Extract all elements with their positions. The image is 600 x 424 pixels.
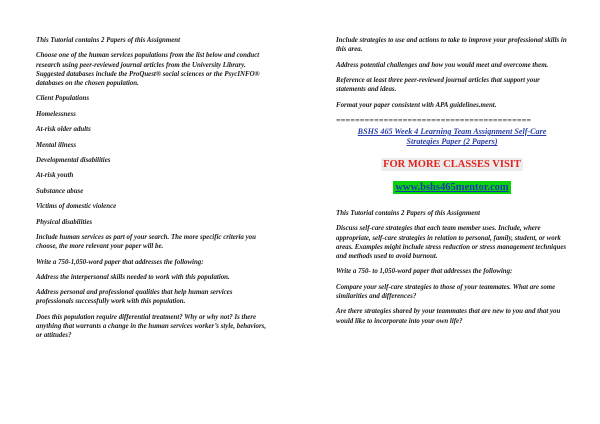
requirement-item: Include strategies to use and actions to take to improve your professional skills in this area. [336, 37, 567, 54]
requirement-item: Are there strategies shared by your teammates that are new to you and that you would like to incorporate into your own life? [336, 308, 561, 325]
tutorial-note: This Tutorial contains 2 Papers of this Assignment [36, 37, 181, 44]
requirement-item: Compare your self-care strategies to those of your teammates. What are some similarities and differences? [336, 283, 556, 300]
population-item: Physical disabilities [36, 218, 93, 226]
requirement-item: Does this population require differential treatment? Why or why not? Is there anything that warrants a change in the human services worker’s style, behaviors, or attitudes? [36, 313, 267, 340]
requirement-item: Reference at least three peer-reviewed journal articles that support your statements and ideas. [336, 76, 540, 94]
population-item: Mental illness [36, 141, 77, 149]
more-classes-text: FOR MORE CLASSES VISIT [383, 158, 521, 170]
right-column [336, 36, 568, 332]
assignment-instructions: Choose one of the human services populations from the list below and conduct research using peer-reviewed journal articles from the University Library. Suggested databases include the ProQuest® social sciences or the PsycINFO® databases on the chosen population. [36, 52, 260, 87]
population-item: At-risk youth [36, 172, 74, 180]
more-classes-banner [336, 154, 568, 172]
population-item: Developmental disabilities [36, 156, 111, 164]
population-item: Substance abuse [36, 187, 84, 195]
assignment-title-link[interactable]: BSHS 465 Week 4 Learning Team Assignment Self-Care Strategies Paper (2 Papers) [357, 126, 547, 147]
paper-length-instruction: Write a 750-1,050-word paper that addresses the following: [36, 258, 204, 266]
requirement-item: Address the interpersonal skills needed to work with this population. [36, 273, 230, 281]
client-populations-heading: Client Populations [36, 95, 90, 103]
tutorial-note: This Tutorial contains 2 Papers of this Assignment [336, 209, 481, 217]
left-column [36, 36, 268, 347]
requirement-item: Address potential challenges and how you would meet and overcome them. [336, 61, 549, 69]
population-item: Homelessness [36, 110, 76, 118]
population-item: At-risk older adults [36, 126, 91, 134]
website-link[interactable]: www.bshs465mentor.com [395, 181, 509, 193]
population-item: Victims of domestic violence [36, 203, 117, 211]
search-guidance: Include human services as part of your search. The more specific criteria you choose, the more relevant your paper will be. [36, 233, 256, 251]
paper-length-instruction: Write a 750- to 1,050-word paper that addresses the following: [336, 268, 513, 276]
separator-line: ========================================= [336, 115, 532, 125]
website-link-wrapper[interactable] [336, 177, 568, 195]
requirement-item: Address personal and professional qualities that help human services professionals successfully work with this population. [36, 289, 233, 306]
assignment-instructions: Discuss self-care strategies that each team member uses. Include, where appropriate, self-care strategies in relation to personal, family, student, or work areas. Examples might include stress reduction or stress management techniques and methods used to avoid burnout. [336, 225, 567, 260]
format-instruction: Format your paper consistent with APA guidelines.ment. [336, 101, 497, 109]
